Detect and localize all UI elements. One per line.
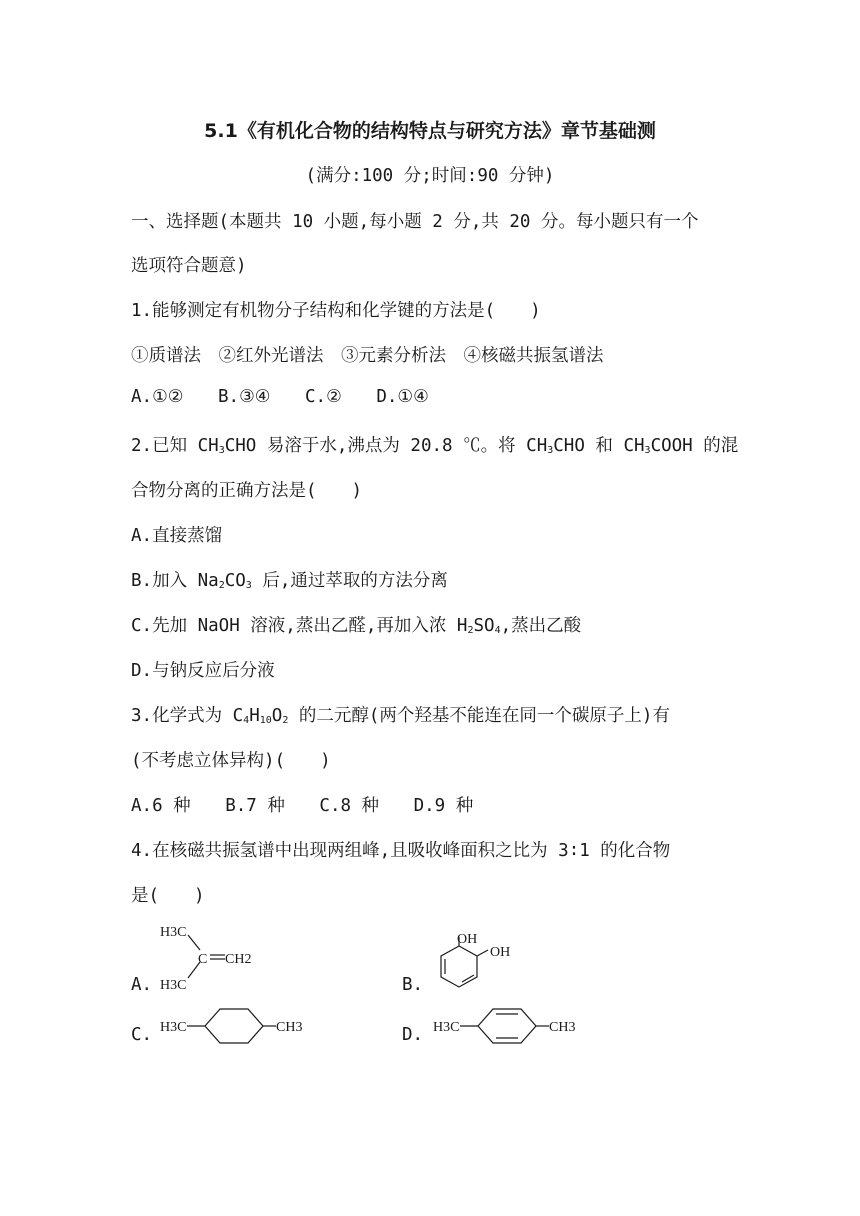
q3-option-b[interactable]: B.7 种 bbox=[225, 796, 285, 816]
mol-b-oh-2: OH bbox=[490, 945, 511, 960]
q1-option-d[interactable]: D.①④ bbox=[376, 387, 429, 407]
mol-b-oh-1: OH bbox=[457, 932, 478, 947]
q3-stem: 3.化学式为 $C_4H_{10}O_2$ 的二元醇(两个羟基不能连在同一个碳原子上)有 bbox=[131, 706, 670, 726]
mol-a-h3c-bottom: H3C bbox=[160, 978, 187, 993]
molecule-c-dimethylcyclohexane bbox=[155, 1005, 315, 1051]
q3-stem-line2: (不考虑立体异构)( ) bbox=[131, 751, 331, 771]
page-title: 5.1《有机化合物的结构特点与研究方法》章节基础测 bbox=[204, 120, 656, 142]
q4-option-c-label[interactable]: C. bbox=[131, 1025, 153, 1045]
q1-option-b[interactable]: B.③④ bbox=[218, 387, 271, 407]
q2-option-d[interactable]: D.与钠反应后分液 bbox=[131, 661, 275, 681]
mol-c-h3c: H3C bbox=[160, 1020, 187, 1035]
mol-a-c: C bbox=[198, 952, 208, 967]
q4-stem: 4.在核磁共振氢谱中出现两组峰,且吸收峰面积之比为 3∶1 的化合物 bbox=[131, 841, 671, 861]
mol-c-ch3: CH3 bbox=[276, 1020, 303, 1035]
section-heading-line1: 一、选择题(本题共 10 小题,每小题 2 分,共 20 分。每小题只有一个 bbox=[131, 212, 699, 232]
mol-a-ch2: CH2 bbox=[225, 952, 252, 967]
q2-option-b[interactable]: B.加入 $Na_2CO_3$ 后,通过萃取的方法分离 bbox=[131, 571, 448, 591]
q4-option-d-label[interactable]: D. bbox=[402, 1025, 424, 1045]
q1-option-c[interactable]: C.② bbox=[305, 387, 342, 407]
q4-option-b-label[interactable]: B. bbox=[402, 975, 424, 995]
q4-option-a-label[interactable]: A. bbox=[131, 975, 153, 995]
molecule-b-catechol bbox=[425, 925, 535, 1005]
q3-option-d[interactable]: D.9 种 bbox=[413, 796, 474, 816]
molecule-d-p-xylene bbox=[430, 1005, 590, 1051]
mol-d-h3c: H3C bbox=[433, 1020, 460, 1035]
q3-options bbox=[131, 792, 497, 817]
q1-stem: 1.能够测定有机物分子结构和化学键的方法是( ) bbox=[131, 301, 541, 321]
molecule-a-isobutylene bbox=[155, 918, 275, 998]
q4-stem-line2: 是( ) bbox=[131, 886, 205, 906]
q2-stem: 2.已知 $CH_3CHO$ 易溶于水,沸点为 20.8 ℃。将 $CH_3CHO$ 和 $CH_3COOH$ 的混 bbox=[131, 436, 739, 456]
mol-a-h3c-top: H3C bbox=[160, 925, 187, 940]
q1-option-a[interactable]: A.①② bbox=[131, 387, 184, 407]
q1-methods: ①质谱法 ②红外光谱法 ③元素分析法 ④核磁共振氢谱法 bbox=[131, 346, 604, 366]
mol-d-ch3: CH3 bbox=[549, 1020, 576, 1035]
section-heading-line2: 选项符合题意) bbox=[131, 256, 247, 276]
q1-options bbox=[131, 387, 453, 407]
q3-option-c[interactable]: C.8 种 bbox=[319, 796, 380, 816]
q3-option-a[interactable]: A.6 种 bbox=[131, 796, 191, 816]
q2-option-a[interactable]: A.直接蒸馏 bbox=[131, 526, 223, 546]
q2-stem-line2: 合物分离的正确方法是( ) bbox=[131, 481, 363, 501]
q2-option-c[interactable]: C.先加 NaOH 溶液,蒸出乙醛,再加入浓 $H_2SO_4$,蒸出乙酸 bbox=[131, 616, 582, 636]
page-subtitle: (满分:100 分;时间:90 分钟) bbox=[305, 166, 555, 186]
